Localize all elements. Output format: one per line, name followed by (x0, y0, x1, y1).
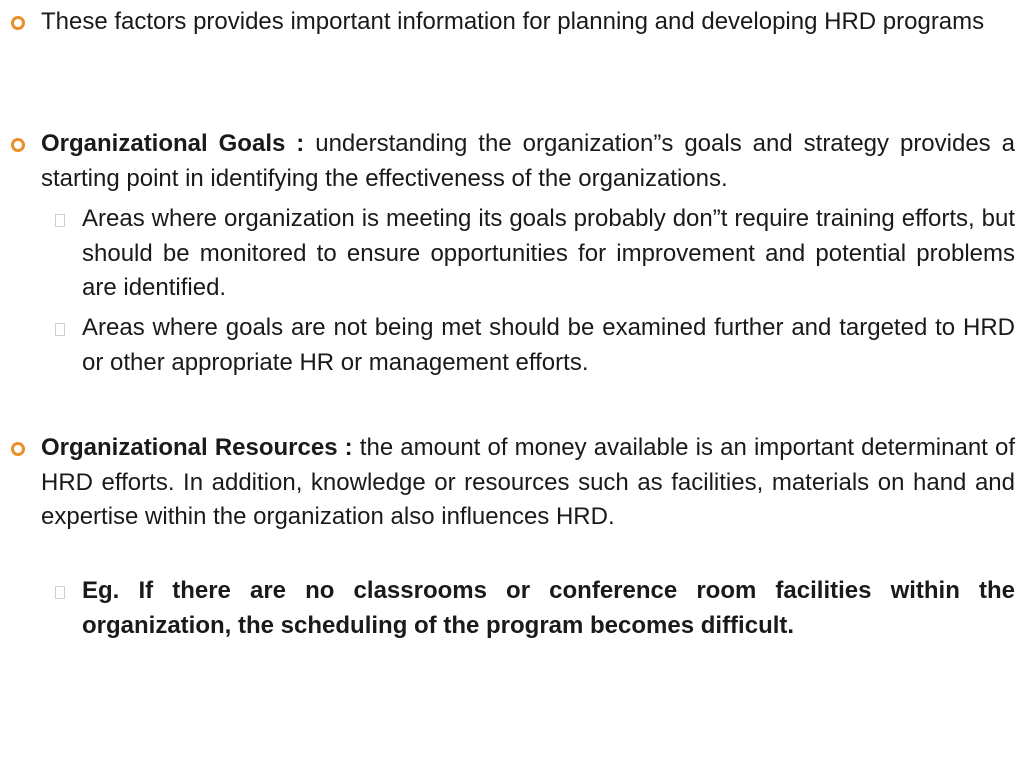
bullet-heading: Organizational Resources : (41, 434, 353, 461)
missing-glyph-box-icon (55, 323, 65, 336)
bullet-organizational-resources (41, 431, 1015, 535)
sub-bullet-example (82, 574, 1015, 643)
bullet-text: the amount of money available is an important determinant of HRD efforts. In addition, knowledge or resources such as facilities, materials on hand and expertise within the organization also influences HRD. (41, 434, 1015, 530)
sub-bullet-goals-met (82, 202, 1015, 306)
hollow-circle-icon (11, 16, 25, 30)
missing-glyph-box-icon (55, 586, 65, 599)
hollow-circle-icon (11, 442, 25, 456)
bullet-heading: Organizational Goals : (41, 130, 305, 157)
bullet-intro (41, 5, 1015, 40)
bullet-text: understanding the organization”s goals and strategy provides a starting point in identifying the effectiveness of the organizations. (41, 130, 1015, 192)
hollow-circle-icon (11, 138, 25, 152)
sub-bullet-text: Eg. If there are no classrooms or conference room facilities within the organization, the scheduling of the program becomes difficult. (82, 577, 1015, 639)
missing-glyph-box-icon (55, 214, 65, 227)
sub-bullet-goals-not-met (82, 311, 1015, 380)
sub-bullet-text: Areas where goals are not being met should be examined further and targeted to HRD or other appropriate HR or management efforts. (82, 314, 1015, 376)
sub-bullet-text: Areas where organization is meeting its goals probably don”t require training efforts, but should be monitored to ensure opportunities for improvement and potential problems are identified. (82, 205, 1015, 301)
bullet-intro-text: These factors provides important information for planning and developing HRD programs (41, 8, 985, 35)
bullet-organizational-goals (41, 127, 1015, 196)
